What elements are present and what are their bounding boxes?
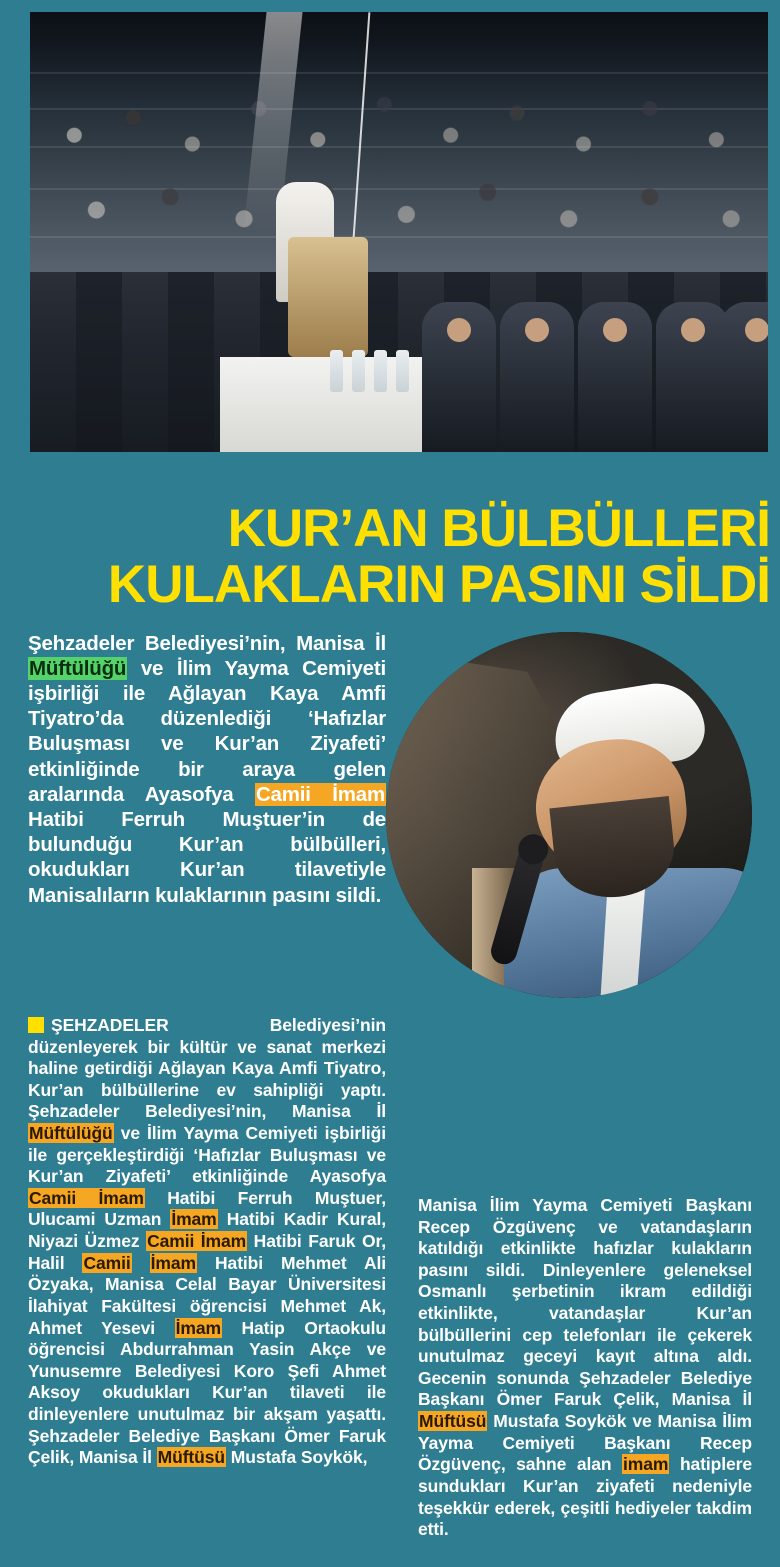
body-text-g: Hatibi Mehmet Ali Özyaka, Manisa Celal Bayar Üniversitesi İlahiyat Fakültesi öğrencisi Mehmet Ak, Ahmet Yesevi <box>28 1252 387 1338</box>
headline-line-1: KUR’AN BÜLBÜLLERİ <box>227 498 770 558</box>
body-text-a: Belediyesi’nin düzenleyerek bir kültür ve sanat merkezi haline getirdiği Ağlayan Kaya Amfi Tiyatro, Kur’an bülbüllerine ev sahipliği yaptı. Şehzadeler Belediyesi’nin, Manisa İl <box>28 1015 386 1122</box>
highlight-muftusu-1: Müftüsü <box>157 1447 225 1468</box>
water-bottle <box>330 350 343 392</box>
body-right-b: Mustafa Soykök ve Manisa İlim Yayma Cemiyeti Başkanı Recep Özgüvenç, sahne alan <box>418 1411 752 1475</box>
article-body <box>28 610 752 1550</box>
lead-text-1: Şehzadeler Belediyesi’nin, Manisa İl <box>28 631 386 655</box>
highlight-camii-2: Camii <box>83 1252 131 1273</box>
body-text-b: ve İlim Yayma Cemiyeti işbirliği ile gerçekleştirdiği ‘Hafızlar Buluşması ve Kur’an Ziyafeti’ etkinliğinde Ayasofya <box>28 1123 386 1187</box>
seated-guest <box>422 302 496 452</box>
seated-guest <box>500 302 574 452</box>
highlight-imam-3: İmam <box>175 1317 221 1338</box>
story-column-right <box>418 1195 752 1541</box>
highlight-camii-imam-2: Camii İmam <box>147 1231 247 1252</box>
highlight-imam-1: İmam <box>171 1209 217 1230</box>
water-bottle <box>396 350 409 392</box>
lead-paragraph <box>28 631 386 908</box>
body-right-a: Manisa İlim Yayma Cemiyeti Başkanı Recep Özgüvenç ve vatandaşların katıldığı etkinlikte hafızlar kulakların pasını sildi. Dinleyenlere geleneksel Osmanlı şerbetinin ikram edildiği etkinlikte, vatandaşlar Kur’an bülbüllerini cep telefonları ile çekerek unutulmaz geceyi kayıt altına aldı. Gecenin sonunda Şehzadeler Belediye Başkanı Ömer Faruk Çelik, Manisa İl <box>418 1195 752 1410</box>
highlight-imam-2: İmam <box>150 1252 196 1273</box>
story-column-left <box>28 1015 386 1469</box>
seated-guest <box>720 302 768 452</box>
lead-text-2: ve İlim Yayma Cemiyeti işbirliği ile Ağlayan Kaya Amfi Tiyatro’da düzenlediği ‘Hafızlar Buluşması ve Kur’an Ziyafeti’ etkinliğinde bir araya gelen aralarında Ayasofya <box>28 656 386 806</box>
highlight-muftusu-2: Müftüsü <box>419 1411 487 1432</box>
highlight-muftulugu-2: Müftülüğü <box>29 1123 113 1144</box>
lead-in-word: ŞEHZADELER <box>51 1015 169 1035</box>
water-bottle <box>374 350 387 392</box>
body-text-d: Hatibi Kadir Kural, Niyazi Üzmez <box>28 1209 386 1252</box>
water-bottle <box>352 350 365 392</box>
body-text-f <box>132 1253 150 1273</box>
hero-photo <box>30 12 768 452</box>
highlight-camii-imam-1: Camii İmam <box>29 1187 144 1208</box>
highlight-muftulugu: Müftülüğü <box>29 656 127 680</box>
body-text-h: Hatip Ortaokulu öğrencisi Abdurrahman Yasin Akçe ve Yunusemre Belediyesi Koro Şefi Ahmet Aksoy okudukları Kur’an tilaveti ile dinleyenlere unutulmaz bir akşam yaşattı. Şehzadeler Belediye Başkanı Ömer Faruk Çelik, Manisa İl <box>28 1317 386 1468</box>
body-text-c: Hatibi Ferruh Muştuer, Ulucami Uzman <box>28 1187 387 1230</box>
lead-text-3: Hatibi Ferruh Muştuer’in de bulunduğu Kur’an bülbülleri, okudukları Kur’an tilavetiyle Manisalıların kulaklarının pasını sildi. <box>28 807 386 907</box>
square-bullet-icon <box>28 1017 44 1033</box>
headline-line-2: KULAKLARIN PASINI SİLDİ <box>107 554 770 614</box>
seated-guest <box>578 302 652 452</box>
body-right-c: hatiplere sundukları Kur’an ziyafeti nedeniyle teşekkür ederek, çeşitli hediyeler takdim etti. <box>418 1454 752 1540</box>
highlight-camii-imam: Camii İmam <box>255 782 385 806</box>
body-text-e: Hatibi Faruk Or, Halil <box>28 1231 387 1273</box>
portrait-photo <box>386 632 752 998</box>
highlight-imam-4: imam <box>623 1454 669 1475</box>
body-text-i: Mustafa Soykök, <box>225 1447 368 1468</box>
seated-guest <box>656 302 730 452</box>
page-title <box>30 498 770 614</box>
golden-lectern <box>288 237 368 357</box>
